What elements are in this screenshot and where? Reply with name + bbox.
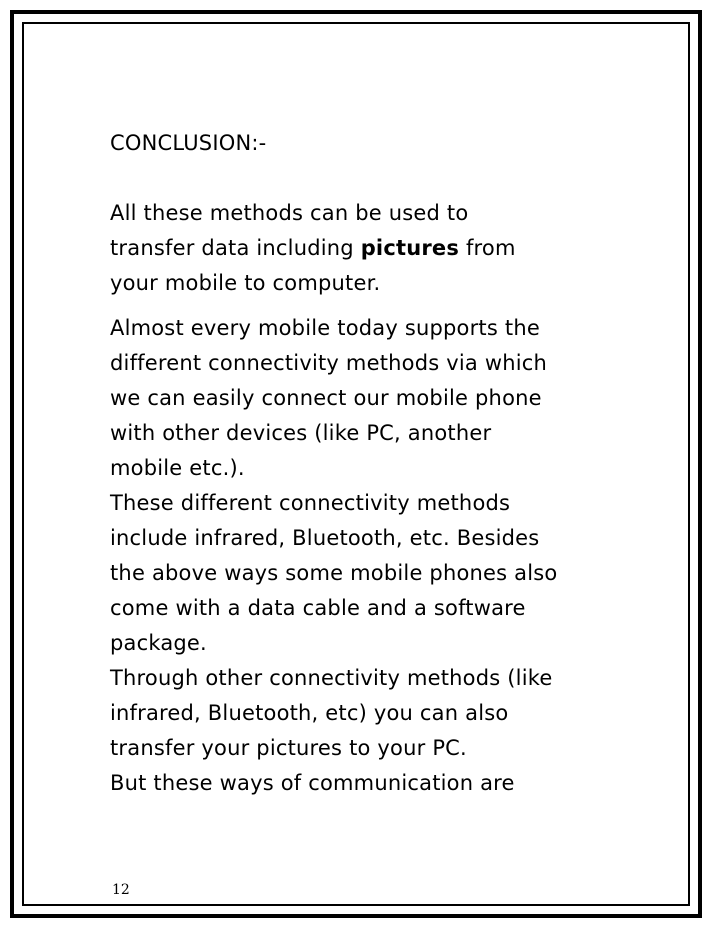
text-line: infrared, Bluetooth, etc) you can also — [110, 701, 509, 725]
text-segment: transfer data including — [110, 236, 361, 260]
text-line: different connectivity methods via which — [110, 351, 548, 375]
bold-word-pictures: pictures — [360, 236, 460, 260]
text-line: Almost every mobile today supports the — [110, 316, 540, 340]
text-line: These different connectivity methods — [110, 491, 511, 515]
text-line: with other devices (like PC, another — [110, 421, 492, 445]
text-line: transfer your pictures to your PC. — [110, 736, 467, 760]
text-line: mobile etc.). — [110, 456, 245, 480]
text-line: include infrared, Bluetooth, etc. Besides — [110, 526, 540, 550]
text-segment: from — [459, 236, 516, 260]
text-line: Through other connectivity methods (like — [110, 666, 553, 690]
text-line: package. — [110, 631, 207, 655]
text-line: come with a data cable and a software — [110, 596, 526, 620]
page-number: 12 — [112, 882, 130, 898]
text-line: your mobile to computer. — [110, 271, 381, 295]
text-line: But these ways of communication are — [110, 771, 515, 795]
text-line — [110, 231, 630, 266]
text-line: All these methods can be used to — [110, 201, 469, 225]
page-content — [110, 126, 630, 801]
text-line: the above ways some mobile phones also — [110, 561, 558, 585]
paragraph-connectivity — [110, 311, 630, 801]
conclusion-heading: CONCLUSION:- — [110, 131, 267, 155]
text-line: we can easily connect our mobile phone — [110, 386, 542, 410]
paragraph-summary — [110, 196, 630, 301]
